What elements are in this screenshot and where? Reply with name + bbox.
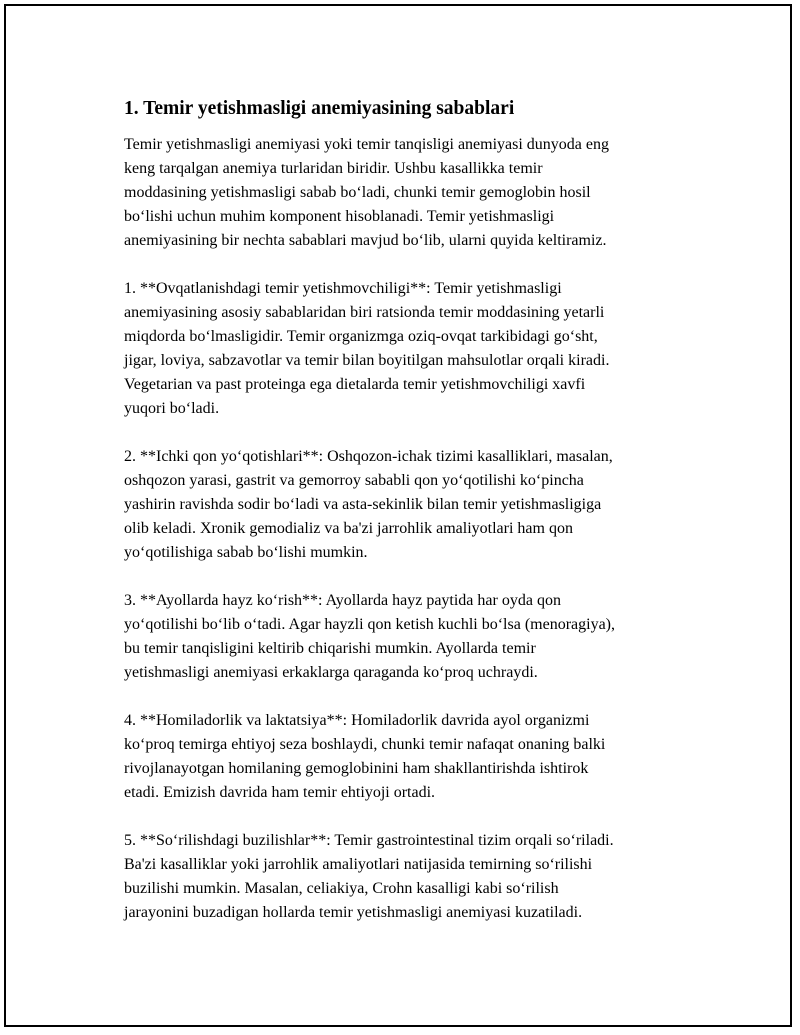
text-line: 1. **Ovqatlanishdagi temir yetishmovchiligi**: Temir yetishmasligi xyxy=(124,280,562,297)
document-heading: 1. Temir yetishmasligi anemiyasining sabablari xyxy=(124,98,515,119)
text-line: jigar, loviya, sabzavotlar va temir bilan boyitilgan mahsulotlar orqali kiradi. xyxy=(124,352,610,369)
text-line: ko‘proq temirga ehtiyoj seza boshlaydi, chunki temir nafaqat onaning balki xyxy=(124,736,606,753)
text-line: anemiyasining bir nechta sabablari mavjud bo‘lib, ularni quyida keltiramiz. xyxy=(124,232,607,249)
paragraph-cause-5 xyxy=(124,829,702,925)
text-line: keng tarqalgan anemiya turlaridan biridir. Ushbu kasallikka temir xyxy=(124,160,543,177)
text-line: yo‘qotilishi bo‘lib o‘tadi. Agar hayzli qon ketish kuchli bo‘lsa (menoragiya), xyxy=(124,616,616,633)
paragraph-cause-1 xyxy=(124,277,702,421)
text-line: 4. **Homiladorlik va laktatsiya**: Homiladorlik davrida ayol organizmi xyxy=(124,712,590,729)
paragraph-gap xyxy=(124,565,702,589)
text-line: bu temir tanqisligini keltirib chiqarishi mumkin. Ayollarda temir xyxy=(124,640,536,657)
text-line: yuqori bo‘ladi. xyxy=(124,400,220,417)
text-line: 5. **So‘rilishdagi buzilishlar**: Temir gastrointestinal tizim orqali so‘riladi. xyxy=(124,832,614,849)
paragraph-cause-4 xyxy=(124,709,702,805)
text-line: Ba'zi kasalliklar yoki jarrohlik amaliyotlari natijasida temirning so‘rilishi xyxy=(124,856,593,873)
text-line: 2. **Ichki qon yo‘qotishlari**: Oshqozon-ichak tizimi kasalliklari, masalan, xyxy=(124,448,613,465)
text-line: miqdorda bo‘lmasligidir. Temir organizmga oziq-ovqat tarkibidagi go‘sht, xyxy=(124,328,598,345)
text-line: Temir yetishmasligi anemiyasi yoki temir tanqisligi anemiyasi dunyoda eng xyxy=(124,136,610,153)
text-line: moddasining yetishmasligi sabab bo‘ladi, chunki temir gemoglobin hosil xyxy=(124,184,591,201)
text-line: buzilishi mumkin. Masalan, celiakiya, Crohn kasalligi kabi so‘rilish xyxy=(124,880,559,897)
text-line: rivojlanayotgan homilaning gemoglobinini ham shakllantirishda ishtirok xyxy=(124,760,589,777)
text-line: yashirin ravishda sodir bo‘ladi va asta-sekinlik bilan temir yetishmasligiga xyxy=(124,496,602,513)
text-line: yetishmasligi anemiyasi erkaklarga qaraganda ko‘proq uchraydi. xyxy=(124,664,538,681)
paragraph-cause-2 xyxy=(124,445,702,565)
text-line: oshqozon yarasi, gastrit va gemorroy sababli qon yo‘qotilishi ko‘pincha xyxy=(124,472,584,489)
paragraph-gap xyxy=(124,805,702,829)
paragraph-gap xyxy=(124,253,702,277)
paragraph-gap xyxy=(124,685,702,709)
paragraph-cause-3 xyxy=(124,589,702,685)
text-line: anemiyasining asosiy sabablaridan biri ratsionda temir moddasining yetarli xyxy=(124,304,605,321)
text-line: 3. **Ayollarda hayz ko‘rish**: Ayollarda hayz paytida har oyda qon xyxy=(124,592,561,609)
paragraph-gap xyxy=(124,421,702,445)
text-line: bo‘lishi uchun muhim komponent hisoblanadi. Temir yetishmasligi xyxy=(124,208,555,225)
page-frame xyxy=(4,4,792,1027)
text-line: etadi. Emizish davrida ham temir ehtiyoji ortadi. xyxy=(124,784,436,801)
paragraph-intro xyxy=(124,133,702,253)
document-body xyxy=(124,94,702,925)
text-line: olib keladi. Xronik gemodializ va ba'zi jarrohlik amaliyotlari ham qon xyxy=(124,520,573,537)
text-line: yo‘qotilishiga sabab bo‘lishi mumkin. xyxy=(124,544,368,561)
text-line: jarayonini buzadigan hollarda temir yetishmasligi anemiyasi kuzatiladi. xyxy=(124,904,583,921)
text-line: Vegetarian va past proteinga ega dietalarda temir yetishmovchiligi xavfi xyxy=(124,376,586,393)
